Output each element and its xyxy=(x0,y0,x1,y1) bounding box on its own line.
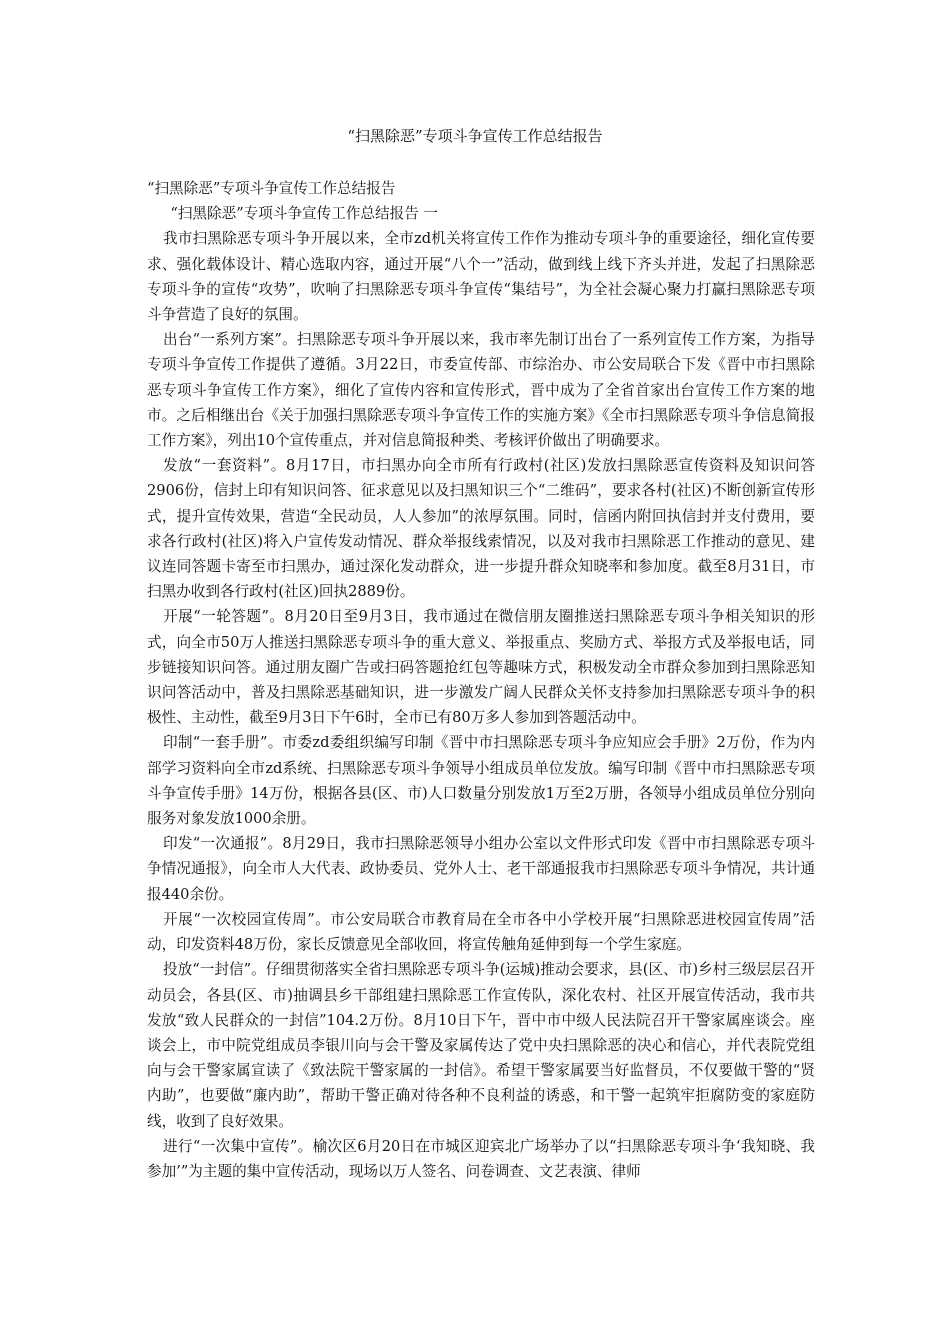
paragraph-centralized-campaign: 进行“一次集中宣传”。榆次区6月20日在市城区迎宾北广场举办了以“扫黑除恶专项斗争‘我知晓、我参加’”为主题的集中宣传活动，现场以万人签名、问卷调查、文艺表演、律师 xyxy=(147,1137,815,1180)
paragraph-plans: 出台“一系列方案”。扫黑除恶专项斗争开展以来，我市率先制订出台了一系列宣传工作方案，为指导专项斗争宣传工作提供了遵循。3月22日，市委宣传部、市综治办、市公安局联合下发《晋中市扫黑除恶专项斗争宣传工作方案》，细化了宣传内容和宣传形式，晋中成为了全省首家出台宣传工作方案的地市。之后相继出台《关于加强扫黑除恶专项斗争宣传工作的实施方案》《全市扫黑除恶专项斗争信息简报工作方案》，列出10个宣传重点，并对信息简报种类、考核评价做出了明确要求。 xyxy=(147,331,815,450)
paragraph-handbook: 印制“一套手册”。市委zd委组织编写印制《晋中市扫黑除恶专项斗争应知应会手册》2万份，作为内部学习资料向全市zd系统、扫黑除恶专项斗争领导小组成员单位发放。编写印制《晋中市扫黑除恶专项斗争宣传手册》14万份，根据各县(区、市)人口数量分别发放1万至2万册，各领导小组成员单位分别向服务对象发放1000余册。 xyxy=(147,734,815,828)
document-body xyxy=(147,176,815,1184)
paragraph-quiz: 开展“一轮答题”。8月20日至9月3日，我市通过在微信朋友圈推送扫黑除恶专项斗争相关知识的形式，向全市50万人推送扫黑除恶专项斗争的重大意义、举报重点、奖励方式、举报方式及举报电话，同步链接知识问答。通过朋友圈广告或扫码答题抢红包等趣味方式，积极发动全市群众参加到扫黑除恶知识问答活动中，普及扫黑除恶基础知识，进一步激发广阔人民群众关怀支持参加扫黑除恶专项斗争的积极性、主动性，截至9月3日下午6时，全市已有80万多人参加到答题活动中。 xyxy=(147,608,815,727)
paragraph-notice: 印发“一次通报”。8月29日，我市扫黑除恶领导小组办公室以文件形式印发《晋中市扫黑除恶专项斗争情况通报》，向全市人大代表、政协委员、党外人士、老干部通报我市扫黑除恶专项斗争情况，共计通报440余份。 xyxy=(147,835,815,903)
paragraph-intro: 我市扫黑除恶专项斗争开展以来，全市zd机关将宣传工作作为推动专项斗争的重要途径，细化宣传要求、强化载体设计、精心选取内容，通过开展“八个一”活动，做到线上线下齐头并进，发起了扫黑除恶专项斗争的宣传“攻势”，吹响了扫黑除恶专项斗争宣传“集结号”，为全社会凝心聚力打赢扫黑除恶专项斗争营造了良好的氛围。 xyxy=(147,230,815,324)
paragraph-letter: 投放“一封信”。仔细贯彻落实全省扫黑除恶专项斗争(运城)推动会要求，县(区、市)乡村三级层层召开动员会，各县(区、市)抽调县乡干部组建扫黑除恶工作宣传队，深化农村、社区开展宣传活动，我市共发放“致人民群众的一封信”104.2万份。8月10日下午，晋中市中级人民法院召开干警家属座谈会。座谈会上，市中院党组成员李银川向与会干警及家属传达了党中央扫黑除恶的决心和信心，并代表院党组向与会干警家属宣读了《致法院干警家属的一封信》。希望干警家属要当好监督员，不仅要做干警的“贤内助”，也要做“廉内助”，帮助干警正确对待各种不良利益的诱惑，和干警一起筑牢拒腐防变的家庭防线，收到了良好效果。 xyxy=(147,961,815,1130)
document-title: “扫黑除恶”专项斗争宣传工作总结报告 xyxy=(347,127,603,145)
section-heading: “扫黑除恶”专项斗争宣传工作总结报告 一 xyxy=(170,205,439,223)
paragraph-campus-week: 开展“一次校园宣传周”。市公安局联合市教育局在全市各中小学校开展“扫黑除恶进校园宣传周”活动，印发资料48万份，家长反馈意见全部收回，将宣传触角延伸到每一个学生家庭。 xyxy=(147,910,815,954)
document-subtitle: “扫黑除恶”专项斗争宣传工作总结报告 xyxy=(147,180,396,197)
paragraph-materials: 发放“一套资料”。8月17日，市扫黑办向全市所有行政村(社区)发放扫黑除恶宣传资料及知识问答2906份，信封上印有知识问答、征求意见以及扫黑知识三个“二维码”，要求各村(社区)不断创新宣传形式，提升宣传效果，营造“全民动员，人人参加”的浓厚氛围。同时，信函内附回执信封并支付费用，要求各行政村(社区)将入户宣传发动情况、群众举报线索情况，以及对我市扫黑除恶工作推动的意见、建议连同答题卡寄至市扫黑办，通过深化发动群众，进一步提升群众知晓率和参加度。截至8月31日，市扫黑办收到各行政村(社区)回执2889份。 xyxy=(147,457,815,601)
